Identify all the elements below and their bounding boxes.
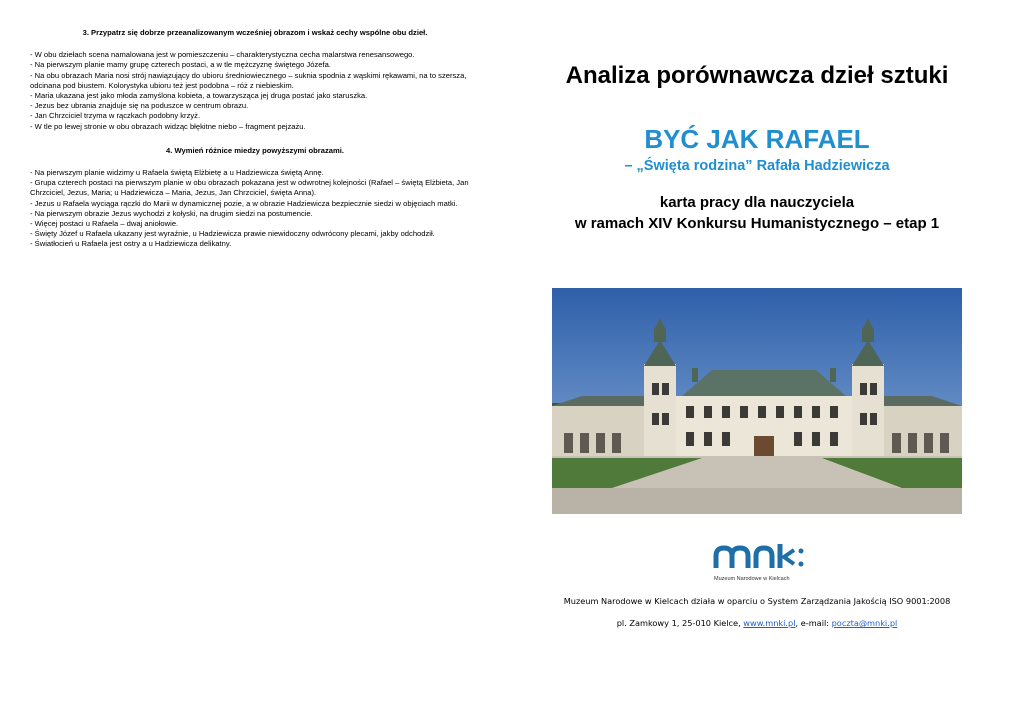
answer-line: - Więcej postaci u Rafaela – dwaj aniołowie. bbox=[30, 219, 179, 229]
answer-line: - Światłocień u Rafaela jest ostry a u Hadziewicza delikatny. bbox=[30, 239, 232, 249]
question-4-title: 4. Wymień różnice miedzy powyższymi obrazami. bbox=[166, 145, 344, 155]
answer-line: - Na obu obrazach Maria nosi strój nawiązujący do ubioru średniowiecznego – suknia spodnia z wąskimi rękawami, na to szersza, bbox=[30, 70, 467, 80]
question-3-answers bbox=[30, 50, 480, 132]
worksheet-description bbox=[540, 192, 974, 234]
website-link[interactable]: www.mnki.pl bbox=[743, 618, 796, 628]
answer-line: - Grupa czterech postaci na pierwszym planie w obu obrazach pokazana jest w odwrotnej kolejności (Rafael – świętą Elżbieta, Jan bbox=[30, 178, 469, 188]
page-title: Analiza porównawcza dzieł sztuki bbox=[565, 62, 949, 89]
answer-line: - Na pierwszym planie mamy grupę czterech postaci, a w tle mężczyznę świętego Józefa. bbox=[30, 60, 331, 70]
worksheet-line-1: karta pracy dla nauczyciela bbox=[659, 194, 855, 211]
email-label: , e-mail: bbox=[795, 618, 832, 628]
answer-line: Chrzciciel, Jezus, Maria; u Hadziewicza – Maria, Jezus, Jan Chrzciciel, święta Anna). bbox=[30, 188, 317, 198]
answer-line: - W obu dziełach scena namalowana jest w pomieszczeniu – charakterystyczna cecha malarstwa renesansowego. bbox=[30, 50, 415, 60]
question-4-answers bbox=[30, 168, 480, 250]
headline: BYĆ JAK RAFAEL bbox=[644, 124, 870, 154]
answer-line: odcinana pod biustem. Kolorystyka ubioru też jest podobna – róż z niebieskim. bbox=[30, 80, 294, 90]
worksheet-line-2: w ramach XIV Konkursu Humanistycznego – etap 1 bbox=[574, 215, 940, 232]
palace-photo bbox=[552, 288, 962, 514]
left-column bbox=[30, 28, 480, 250]
email-link[interactable]: poczta@mnki.pl bbox=[831, 618, 898, 628]
iso-statement: Muzeum Narodowe w Kielcach działa w oparciu o System Zarządzania Jakością ISO 9001:2008 bbox=[563, 596, 951, 606]
subtitle: – „Święta rodzina” Rafała Hadziewicza bbox=[624, 158, 890, 174]
contact-line bbox=[540, 618, 974, 628]
answer-line: - Na pierwszym planie widzimy u Rafaela świętą Elżbietę a u Hadziewicza świętą Annę. bbox=[30, 168, 324, 178]
answer-line: - Jezus bez ubrania znajduje się na poduszce w centrum obrazu. bbox=[30, 101, 249, 111]
address-text: pl. Zamkowy 1, 25-010 Kielce, bbox=[616, 618, 744, 628]
logo-caption: Muzeum Narodowe w Kielcach bbox=[714, 576, 790, 582]
museum-logo-icon bbox=[712, 542, 812, 584]
answer-line: - Święty Józef u Rafaela ukazany jest wyraźnie, u Hadziewicza prawie niewidoczny odwrócony plecami, jakby odchodził. bbox=[30, 229, 435, 239]
answer-line: - Jan Chrzciciel trzyma w rączkach podobny krzyż. bbox=[30, 111, 201, 121]
answer-line: - Maria ukazana jest jako młoda zamyślona kobieta, a towarzysząca jej druga postać jako staruszka. bbox=[30, 91, 368, 101]
question-3-title: 3. Przypatrz się dobrze przeanalizowanym wcześniej obrazom i wskaż cechy wspólne obu dzieł. bbox=[82, 28, 428, 37]
answer-line: - Na pierwszym obrazie Jezus wychodzi z kołyski, na drugim siedzi na postumencie. bbox=[30, 208, 313, 218]
answer-line: - W tle po lewej stronie w obu obrazach widząc błękitne niebo – fragment pejzażu. bbox=[30, 121, 306, 131]
answer-line: - Jezus u Rafaela wyciąga rączki do Marii w dynamicznej pozie, a w obrazie Hadziewicza bezpiecznie siedzi w objęciach matki. bbox=[30, 198, 458, 208]
